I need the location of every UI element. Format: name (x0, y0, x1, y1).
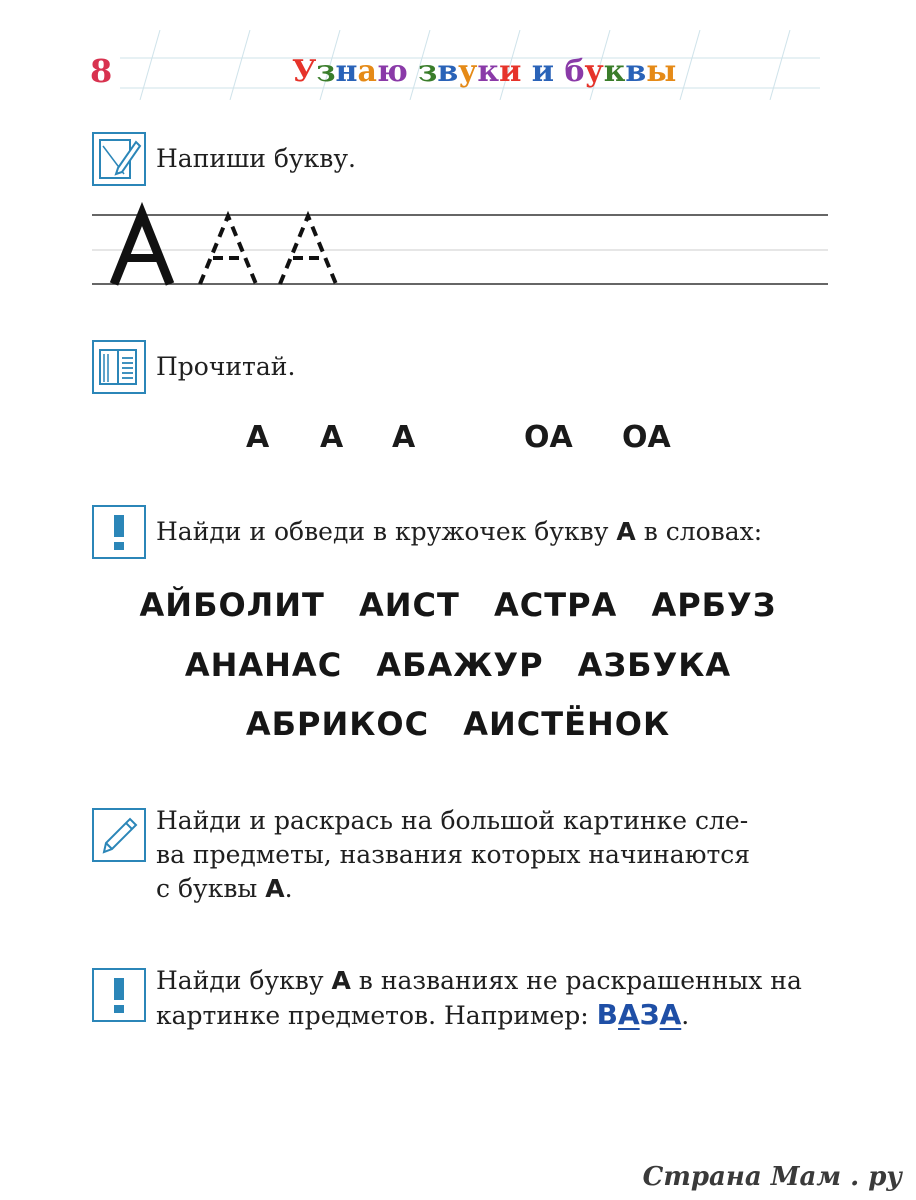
example-letter: В (596, 998, 618, 1031)
page-title (292, 54, 676, 89)
page-number: 8 (90, 52, 113, 90)
read-item: А (320, 420, 344, 455)
read-item: ОА (622, 420, 671, 455)
text-part: . (681, 1001, 690, 1030)
read-item: ОА (524, 420, 573, 455)
pencil-write-icon (92, 132, 146, 186)
task-color-line1: Найди и раскрась на большой картинке сле- (156, 806, 749, 835)
task-find-names-line1 (156, 964, 802, 998)
task-find-names-line2 (156, 998, 689, 1033)
task-read-text: Прочитай. (156, 352, 296, 381)
text-part: в словах: (635, 517, 763, 546)
watermark: Страна Мам . ру (642, 1162, 902, 1192)
word-line-2: АНАНАС АБАЖУР АЗБУКА (184, 646, 732, 684)
title-letter: к (477, 54, 500, 89)
title-letter (408, 54, 418, 89)
highlight-letter: А (616, 517, 636, 546)
title-letter: у (458, 54, 478, 89)
text-part: Найди и обведи в кружочек букву (156, 517, 617, 546)
title-letter: у (584, 54, 604, 89)
highlight-letter: А (331, 966, 351, 995)
read-items (0, 420, 916, 460)
word-line-3: АБРИКОС АИСТЁНОК (245, 705, 671, 743)
read-item: А (246, 420, 270, 455)
highlight-letter: А (265, 874, 285, 903)
task-color-line2: ва предметы, названия которых начинаются (156, 840, 751, 869)
exclamation-icon (92, 968, 146, 1022)
pencil-icon (92, 808, 146, 862)
writing-lines (92, 200, 832, 300)
text-part: . (284, 874, 293, 903)
title-letter: н (335, 54, 358, 89)
example-letter: З (639, 998, 660, 1031)
title-letter (554, 54, 564, 89)
task-find-circle-text (156, 515, 762, 549)
exclamation-icon (92, 505, 146, 559)
title-letter: и (531, 54, 555, 89)
word-line-1: АЙБОЛИТ АИСТ АСТРА АРБУЗ (139, 586, 777, 624)
title-letter: а (357, 54, 377, 89)
title-letter: и (499, 54, 522, 89)
title-letter: к (603, 54, 626, 89)
title-letter: ы (646, 54, 677, 89)
title-letter: ю (376, 54, 408, 89)
open-book-icon (92, 340, 146, 394)
title-letter: в (625, 54, 647, 89)
example-letter-underlined: А (659, 998, 682, 1031)
title-letter: з (316, 54, 336, 89)
task-write-text: Напиши букву. (156, 144, 356, 173)
text-part: Найди букву (156, 966, 332, 995)
task-color-line3 (156, 872, 293, 906)
example-letter-underlined: А (618, 998, 640, 1031)
title-letter: У (292, 54, 317, 89)
text-part: картинке предметов. Например: (156, 1001, 597, 1030)
title-letter (521, 54, 531, 89)
text-part: в названиях не раскрашенных на (350, 966, 802, 995)
read-item: А (392, 420, 416, 455)
title-letter: в (437, 54, 459, 89)
title-letter: б (564, 54, 585, 89)
example-word (597, 998, 682, 1031)
text-part: с буквы (156, 874, 266, 903)
title-letter: з (418, 54, 438, 89)
